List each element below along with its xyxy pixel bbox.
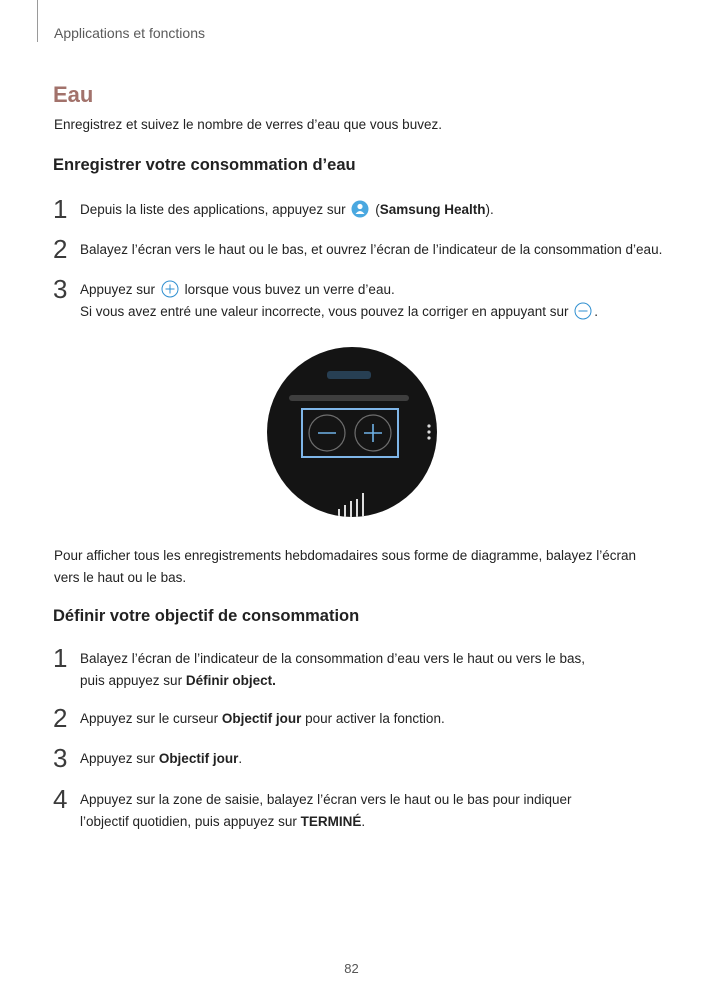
step-number: 2 [53,703,68,733]
step-text: Depuis la liste des applications, appuyez sur [80,202,346,217]
step-text: Appuyez sur [80,282,156,297]
step-text: Appuyez sur le curseur [80,711,219,726]
step-number: 2 [53,234,68,264]
step-text: Appuyez sur [80,751,156,766]
page-number: 82 [344,961,359,976]
step-text: . [361,814,366,829]
step-text: Balayez l’écran de l’indicateur de la consommation d’eau vers le haut ou vers le bas, puis appuyez sur [80,651,586,688]
step-text: . [238,751,243,766]
step-text: Balayez l’écran vers le haut ou le bas, et ouvrez l’écran de l’indicateur de la consommation d’eau. [80,242,663,257]
record-heading: Enregistrer votre consommation d’eau [53,156,356,174]
step-text: pour activer la fonction. [305,711,445,726]
option-label: Définir object. [185,673,276,688]
step-text: ). [485,202,494,217]
step-text: Appuyez sur la zone de saisie, balayez l’écran vers le haut ou le bas pour indiquer l’objectif quotidien, puis appuyez sur [80,792,572,829]
step-number: 1 [53,643,68,673]
step-number: 3 [53,274,68,304]
option-label: Objectif jour [221,711,302,726]
step-number: 4 [53,784,68,814]
watch-screen-illustration [267,347,437,517]
step-text: ( [375,202,380,217]
step-text: Si vous avez entré une valeur incorrecte, vous pouvez la corriger en appuyant sur [80,304,569,319]
page-rule [37,0,38,42]
minus-icon [574,302,592,320]
goal-heading: Définir votre objectif de consommation [53,607,360,625]
step-number: 1 [53,194,68,224]
plus-icon [161,280,179,298]
intro-text: Enregistrez et suivez le nombre de verres d’eau que vous buvez. [54,117,442,132]
samsung-health-app-icon [351,200,369,218]
diagram-instruction: Pour afficher tous les enregistrements hebdomadaires sous forme de diagramme, balayez l’écran vers le haut ou le bas. [54,548,637,585]
step-text: lorsque vous buvez un verre d’eau. [184,282,395,297]
option-label: Objectif jour [158,751,239,766]
step-number: 3 [53,743,68,773]
app-name: Samsung Health [379,202,486,217]
option-label: TERMINÉ [300,814,362,829]
page-title: Eau [53,82,94,107]
section-label: Applications et fonctions [54,25,205,41]
step-text: . [594,304,599,319]
